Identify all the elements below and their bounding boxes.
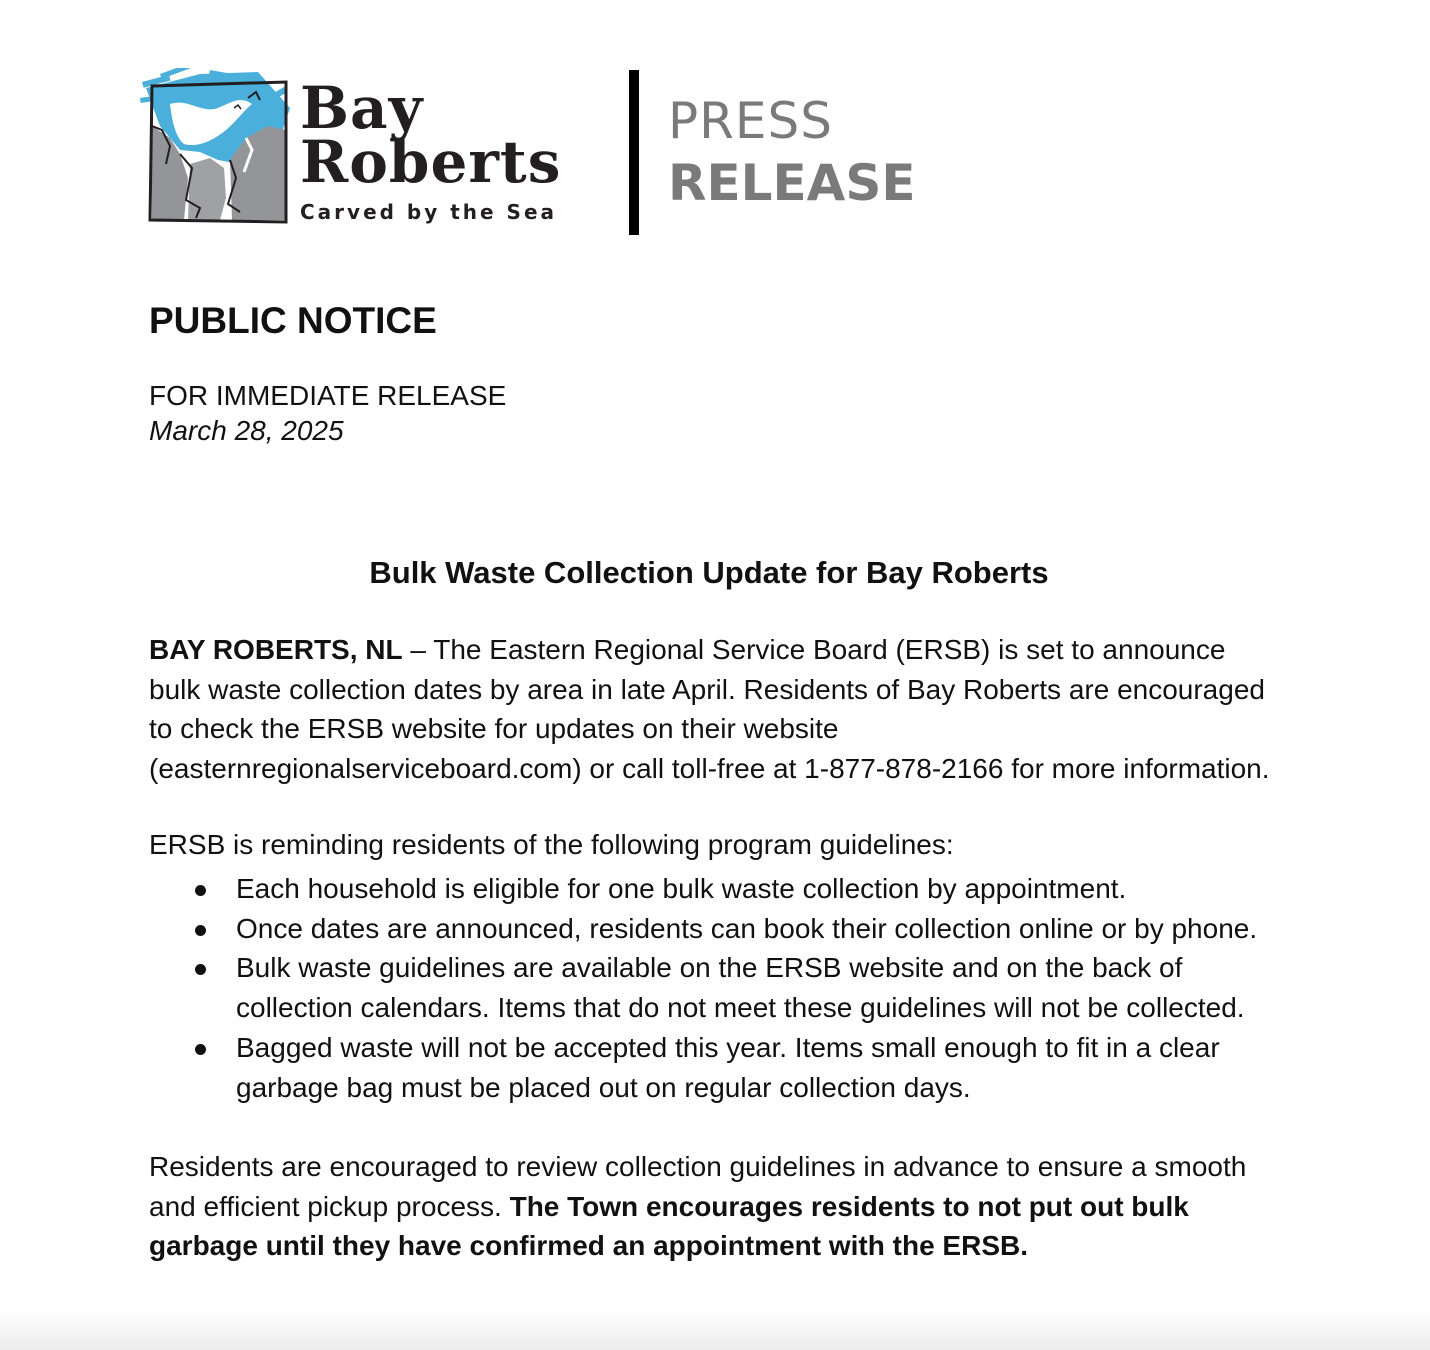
release-label: RELEASE — [668, 154, 916, 212]
bay-roberts-logo-icon — [140, 68, 290, 228]
logo-tagline: Carved by the Sea — [300, 200, 558, 224]
notice-title: PUBLIC NOTICE — [149, 300, 437, 341]
guidelines-list — [149, 869, 1274, 1107]
list-item — [149, 909, 1274, 949]
list-item-text: Bulk waste guidelines are available on the ERSB website and on the back of collection calendars. Items that do not meet these guidelines will not be collected. — [236, 952, 1245, 1024]
closing-emphasis: The Town encourages residents to not put out bulk garbage until they have confirmed an appointment with the ERSB. — [149, 1190, 1189, 1262]
logo-name-line2: Roberts — [300, 128, 562, 196]
guidelines-intro: ERSB is reminding residents of the following program guidelines: — [149, 829, 954, 860]
list-item — [149, 1028, 1274, 1107]
list-item-text: Once dates are announced, residents can book their collection online or by phone. — [236, 912, 1258, 944]
list-item-text: Bagged waste will not be accepted this year. Items small enough to fit in a clear garbage bag must be placed out on regular collection days. — [236, 1031, 1220, 1103]
page-bottom-shadow — [0, 1310, 1430, 1350]
bullet-icon — [195, 1044, 206, 1055]
dateline: BAY ROBERTS, NL — [149, 634, 403, 665]
bullet-icon — [195, 885, 206, 896]
header-divider — [629, 70, 639, 235]
logo-name-line1: Bay — [300, 74, 424, 142]
bullet-icon — [195, 964, 206, 975]
list-item — [149, 869, 1274, 909]
list-item-text: Each household is eligible for one bulk waste collection by appointment. — [236, 873, 1127, 904]
intro-paragraph — [149, 630, 1274, 789]
bullet-icon — [195, 925, 206, 936]
list-item — [149, 948, 1274, 1027]
intro-paragraph-text: – The Eastern Regional Service Board (ERSB) is set to announce bulk waste collection dates by area in late April. Residents of Bay Roberts are encouraged to check the ERSB website for updates on their website (easternregionalserviceboard.com) or call toll-free at 1-877-878-2166 for more information. — [149, 634, 1270, 785]
logo-wordmark — [300, 74, 562, 196]
closing-paragraph-text: Residents are encouraged to review collection guidelines in advance to ensure a smooth and efficient pickup process. — [149, 1151, 1247, 1222]
release-date: March 28, 2025 — [149, 415, 344, 446]
headline: Bulk Waste Collection Update for Bay Roberts — [369, 555, 1049, 590]
immediate-release-label: FOR IMMEDIATE RELEASE — [149, 380, 507, 411]
closing-paragraph — [149, 1147, 1274, 1266]
press-label: PRESS — [668, 92, 833, 150]
